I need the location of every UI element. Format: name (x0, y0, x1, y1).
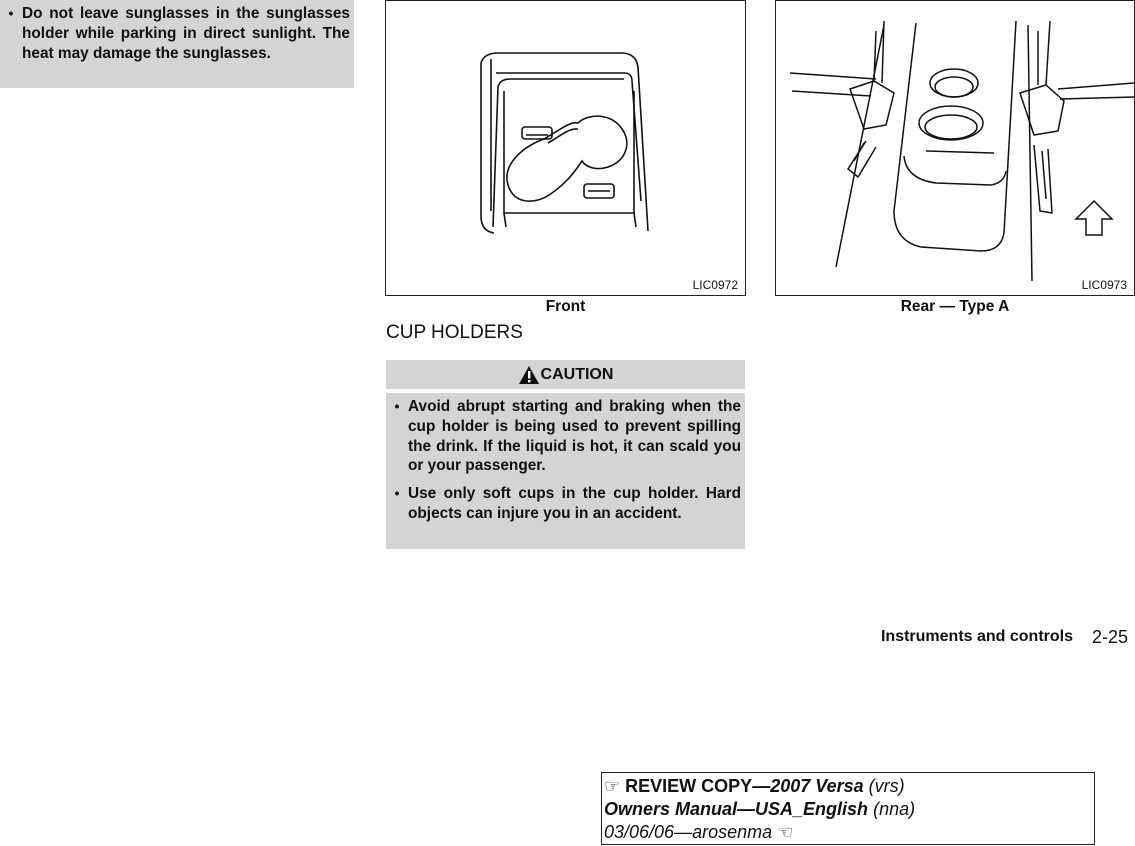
footer-section-name: Instruments and controls (880, 628, 1073, 645)
figure-caption-rear: Rear — Type A (900, 298, 1010, 315)
caution-title: CAUTION (540, 365, 614, 383)
sunglasses-note-item (0, 4, 350, 63)
caution-item (386, 484, 741, 524)
caution-body (386, 393, 745, 549)
review-model: 2007 Versa (770, 776, 864, 796)
review-copy-label: REVIEW COPY (625, 776, 753, 796)
caution-item-text: Avoid abrupt starting and braking when the cup holder is being used to prevent spilling the drink. If the liquid is hot, it can scald you or your passenger. (408, 398, 741, 475)
review-model-code: (vrs) (868, 776, 905, 796)
warning-triangle-icon (518, 365, 540, 385)
section-heading: CUP HOLDERS (386, 322, 523, 343)
bullet: • (394, 485, 400, 502)
caution-item-text: Use only soft cups in the cup holder. Hard objects can injure you in an accident. (408, 485, 741, 522)
front-cup-holder-illustration (386, 1, 745, 295)
figure-code: LIC0972 (692, 278, 738, 292)
review-copy-stamp (601, 772, 1095, 845)
review-line-3 (604, 821, 1094, 844)
figure-caption-front: Front (545, 298, 586, 315)
review-line-2 (604, 798, 1094, 821)
review-manual: Owners Manual—USA_English (604, 799, 869, 819)
rear-cup-holder-illustration (776, 1, 1134, 295)
figure-code: LIC0973 (1081, 278, 1127, 292)
pointing-hand-left-icon: ☜ (777, 822, 794, 842)
bullet: • (394, 398, 400, 414)
review-line-1 (604, 775, 1094, 798)
sunglasses-note (0, 0, 354, 88)
footer-page-number: 2-25 (1092, 627, 1129, 647)
pointing-hand-icon: ☞ (604, 776, 621, 796)
figure-rear-cup-holder (775, 0, 1135, 296)
review-date-author: 03/06/06—arosenma (604, 822, 773, 842)
bullet: • (8, 5, 14, 21)
caution-item (386, 397, 741, 476)
sunglasses-note-text: Do not leave sunglasses in the sunglasses holder while parking in direct sunlight. The heat may damage the sunglasses. (22, 5, 350, 62)
review-dash: — (752, 776, 771, 796)
review-manual-code: (nna) (873, 799, 916, 819)
figure-front-cup-holder (385, 0, 746, 296)
caution-header (386, 360, 745, 389)
